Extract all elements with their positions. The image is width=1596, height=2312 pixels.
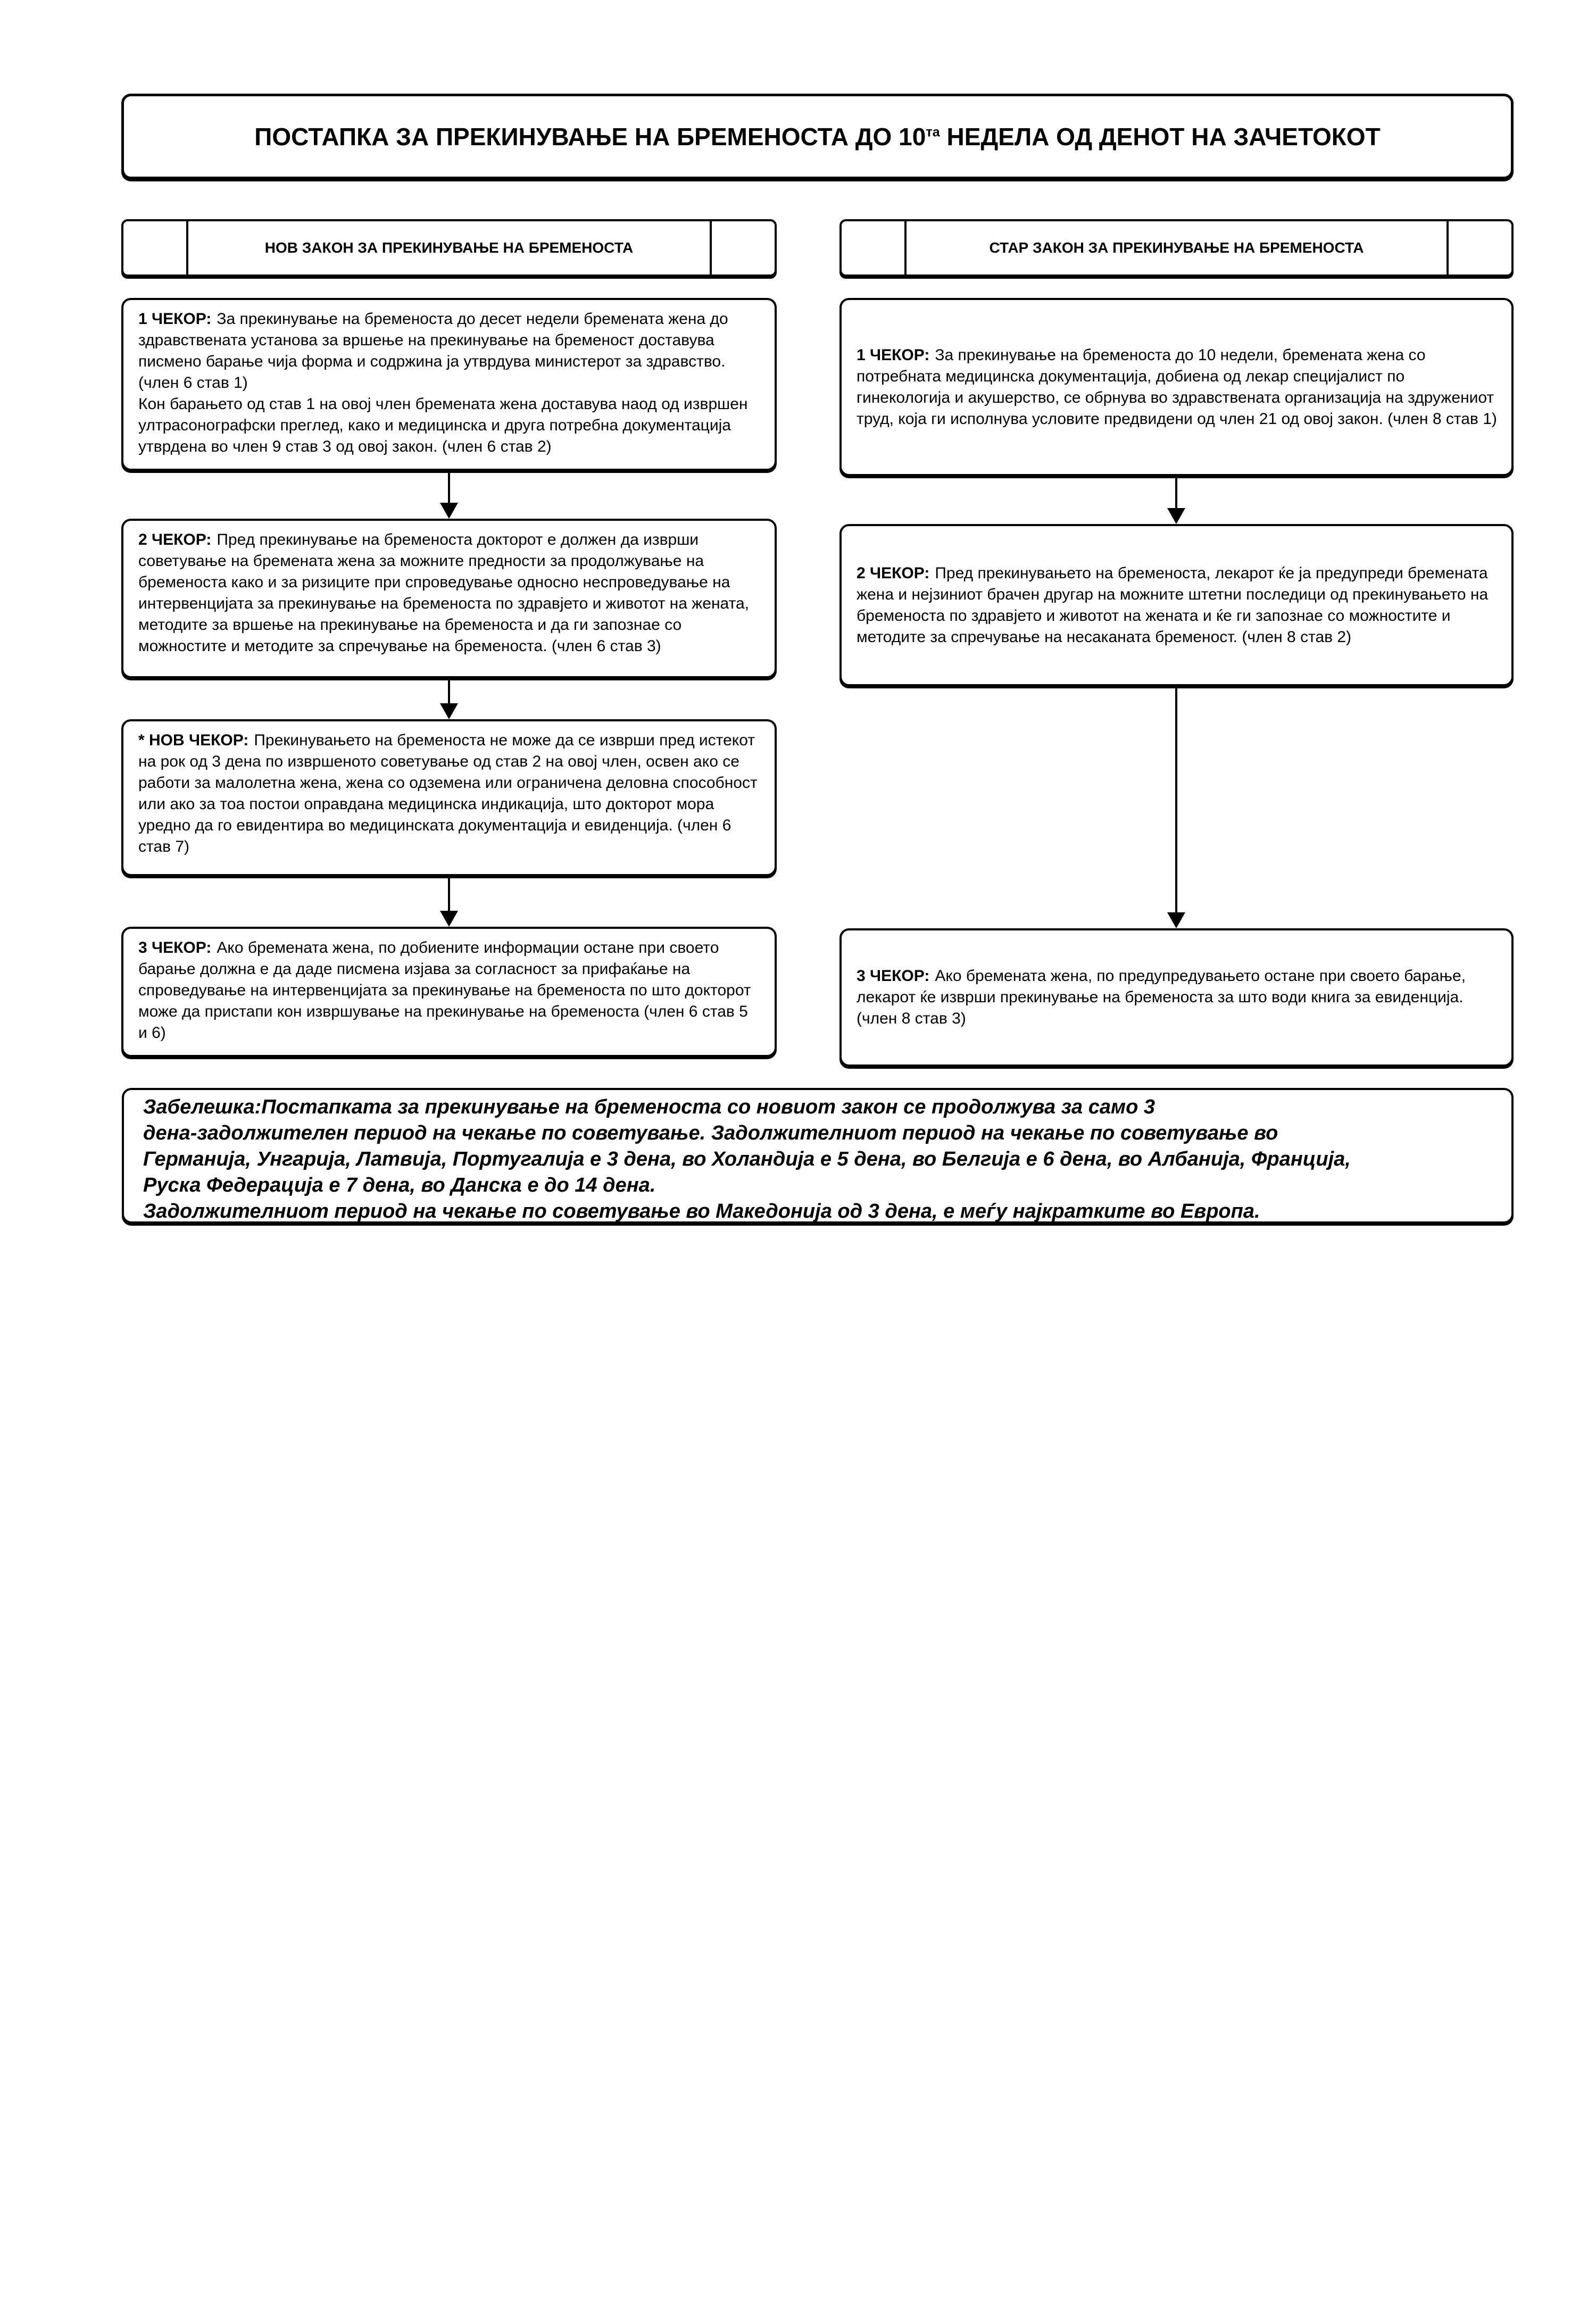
title-suffix: НЕДЕЛА ОД ДЕНОТ НА ЗАЧЕТОКОТ: [940, 122, 1381, 151]
left-step-2-label: 2 ЧЕКОР:: [138, 531, 212, 548]
right-step-2-box: [839, 524, 1514, 686]
header-divider-line: [710, 221, 712, 275]
left-step-3-box: [121, 927, 777, 1057]
header-divider-line: [186, 221, 188, 275]
header-divider-line: [904, 221, 907, 275]
left-step-1-paragraph-1: [138, 309, 761, 394]
arrowhead-icon: [1167, 912, 1185, 928]
note-line: дена-задолжителен период на чекање по советување. Задолжителниот период на чекање по советување во: [143, 1122, 1278, 1144]
arrow-line-right-2-3: [1175, 686, 1177, 913]
arrow-line-left-1-2: [448, 471, 450, 504]
right-step-3-paragraph: [842, 966, 1511, 1029]
left-column-header: [121, 219, 777, 277]
title-prefix: ПОСТАПКА ЗА ПРЕКИНУВАЊЕ НА БРЕМЕНОСТА ДО 10: [254, 122, 926, 151]
right-step-2-paragraph: [842, 563, 1511, 648]
page-title: [254, 122, 1380, 151]
right-column-header-label: СТАР ЗАКОН ЗА ПРЕКИНУВАЊЕ НА БРЕМЕНОСТА: [989, 239, 1364, 256]
left-new-step-label: * НОВ ЧЕКОР:: [138, 731, 249, 749]
arrow-line-right-1-2: [1175, 476, 1177, 509]
right-step-3-text: Ако бремената жена, по предупредувањето остане при своето барање, лекарот ќе изврши прекинување на бременоста за што води книга за евиденција. (член 8 став 3): [857, 967, 1466, 1027]
arrowhead-icon: [440, 911, 458, 927]
right-step-3-box: [839, 928, 1514, 1067]
right-step-3-label: 3 ЧЕКОР:: [857, 967, 930, 985]
note-line: Германија, Унгарија, Латвија, Португалија е 3 дена, во Холандија е 5 дена, во Белгија е 6 дена, во Албанија, Франција,: [143, 1148, 1351, 1170]
left-new-step-text: Прекинувањето на бременоста не може да се изврши пред истекот на рок од 3 дена по извршеното советување од став 2 на овој член, освен ако се работи за малолетна жена, жена со одземена или ограничена деловна способност или ако за тоа постои оправдана медицинска индикација, што докторот мора уредно да го евидентира во медицинската документација и евиденција. (член 6 став 7): [138, 731, 758, 855]
arrow-line-left-2-new: [448, 678, 450, 704]
right-step-1-box: [839, 298, 1514, 476]
left-step-1-box: [121, 298, 777, 471]
right-step-2-label: 2 ЧЕКОР:: [857, 564, 930, 582]
header-divider-line: [1447, 221, 1449, 275]
left-step-3-label: 3 ЧЕКОР:: [138, 939, 212, 957]
note-line: Забелешка:Постапката за прекинување на бременоста со новиот закон се продолжува за само 3: [143, 1096, 1156, 1118]
right-column-header: [839, 219, 1514, 277]
note-line: Задолжителниот период на чекање по советување во Македонија од 3 дена, е меѓу најкратките во Европа.: [143, 1200, 1260, 1222]
left-new-step-box: [121, 719, 777, 876]
title-superscript: та: [926, 124, 940, 140]
note-line: Руска Федерација е 7 дена, во Данска е до 14 дена.: [143, 1174, 656, 1196]
page-title-box: [121, 94, 1514, 179]
left-step-2-text: Пред прекинување на бременоста докторот е должен да изврши советување на бремената жена за можните предности за продолжување на бременоста како и за ризиците при спроведување односно неспроведување на интервенцијата за прекинување на бременоста по здравјето и животот на жената, методите за вршење на прекинување на бременоста и да ги запознае со можностите и методите за спречување на бременоста. (член 6 став 3): [138, 531, 749, 655]
left-new-step-paragraph: [123, 721, 775, 866]
note-text: [124, 1090, 1511, 1225]
arrowhead-icon: [1167, 508, 1185, 524]
left-step-1-label: 1 ЧЕКОР:: [138, 310, 212, 328]
left-step-1-text: За прекинување на бременоста до десет недели бремената жена до здравствената установа за вршење на прекинување на бременост доставува писмено барање чија форма и содржина ја утврдува министерот за здравство. (член 6 став 1): [138, 310, 728, 392]
arrowhead-icon: [440, 703, 458, 719]
note-box: [122, 1088, 1514, 1224]
left-step-1-paragraph-2: Кон барањето од став 1 на овој член бремената жена доставува наод од извршен ултрасонографски преглед, како и медицинска и друга потребна документација утврдена во член 9 став 3 од овој закон. (член 6 став 2): [138, 395, 748, 455]
left-column-header-label: НОВ ЗАКОН ЗА ПРЕКИНУВАЊЕ НА БРЕМЕНОСТА: [264, 239, 634, 256]
right-step-1-text: За прекинување на бременоста до 10 недели, бремената жена со потребната медицинска документација, добиена од лекар специјалист по гинекологија и акушерство, се обрнува во здравствената организација на здружениот труд, која ги исполнува условите предвидени од член 21 од овој закон. (член 8 став 1): [857, 346, 1497, 428]
arrowhead-icon: [440, 503, 458, 519]
left-step-3-paragraph: [123, 929, 775, 1052]
arrow-line-left-new-3: [448, 876, 450, 912]
left-step-3-text: Ако бремената жена, по добиените информации остане при своето барање должна е да даде писмена изјава за согласност за прифаќање на спроведување на интервенцијата за прекинување на бременоста по што докторот може да пристапи кон извршување на прекинување на бременоста (член 6 став 5 и 6): [138, 939, 751, 1042]
right-step-1-label: 1 ЧЕКОР:: [857, 346, 930, 364]
right-step-1-paragraph: [842, 345, 1511, 430]
right-step-2-text: Пред прекинувањето на бременоста, лекарот ќе ја предупреди бремената жена и нејзиниот брачен другар на можните штетни последици од прекинувањето на бременоста по здравјето и животот на жената и ќе ги запознае со можностите и методите за спречување на несаканата бременост. (член 8 став 2): [857, 564, 1489, 646]
left-step-2-paragraph: [123, 521, 775, 666]
left-step-2-box: [121, 519, 777, 678]
